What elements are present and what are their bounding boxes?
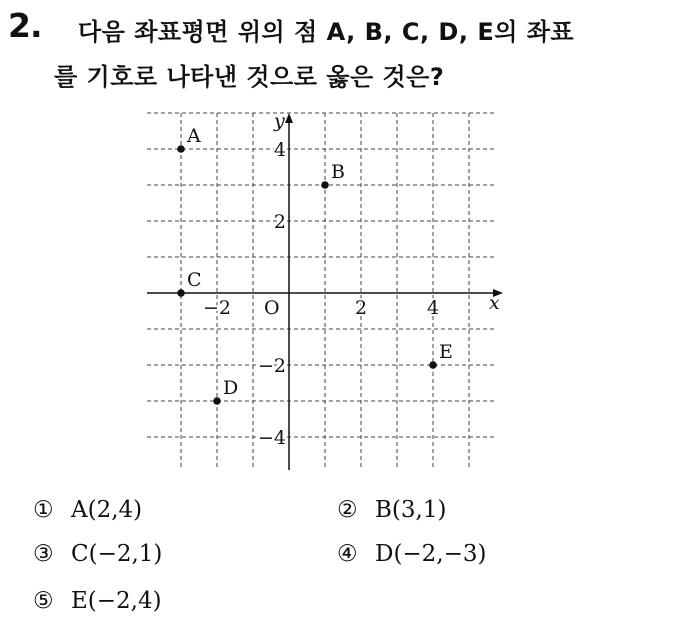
choice-4[interactable] [337, 541, 487, 567]
choice-text: B(3,1) [375, 497, 447, 523]
point-label: A [187, 125, 201, 147]
choice-number: ④ [337, 541, 358, 567]
choice-text: D(−2,−3) [375, 541, 487, 567]
choice-2[interactable] [337, 497, 446, 523]
question-text-line1: 다음 좌표평면 위의 점 A, B, C, D, E의 좌표 [78, 18, 575, 46]
x-axis-label: x [489, 292, 500, 314]
grid [147, 113, 495, 470]
point-e [429, 361, 437, 369]
point-label: D [223, 377, 239, 399]
point-b [321, 181, 329, 189]
y-tick-label: 4 [273, 139, 286, 161]
choice-number: ⑤ [33, 588, 54, 614]
x-tick-label: 4 [426, 297, 440, 319]
choice-3[interactable] [33, 541, 162, 567]
question-text-line2: 를 기호로 나타낸 것으로 옳은 것은? [54, 63, 445, 91]
question-number: 2. [8, 6, 42, 45]
choice-text: E(−2,4) [71, 588, 162, 614]
choice-number: ① [33, 497, 54, 523]
choice-number: ② [337, 497, 358, 523]
point-c [177, 289, 185, 297]
y-axis-arrow-icon [285, 113, 293, 123]
choice-1[interactable] [33, 497, 142, 523]
y-tick-label: −4 [257, 427, 286, 449]
point-a [177, 145, 185, 153]
point-d [213, 397, 221, 405]
y-tick-label: −2 [257, 355, 286, 377]
x-tick-label: 2 [354, 297, 368, 319]
point-label: E [439, 341, 453, 363]
point-label: C [187, 269, 202, 291]
origin-label: O [264, 297, 280, 319]
choice-text: C(−2,1) [71, 541, 163, 567]
x-tick-label: −2 [202, 297, 232, 319]
choice-5[interactable] [33, 588, 162, 614]
y-axis-label: y [274, 110, 285, 132]
point-label: B [331, 161, 345, 183]
choice-number: ③ [33, 541, 54, 567]
points [177, 125, 453, 405]
y-tick-label: 2 [273, 211, 286, 233]
choice-text: A(2,4) [71, 497, 143, 523]
